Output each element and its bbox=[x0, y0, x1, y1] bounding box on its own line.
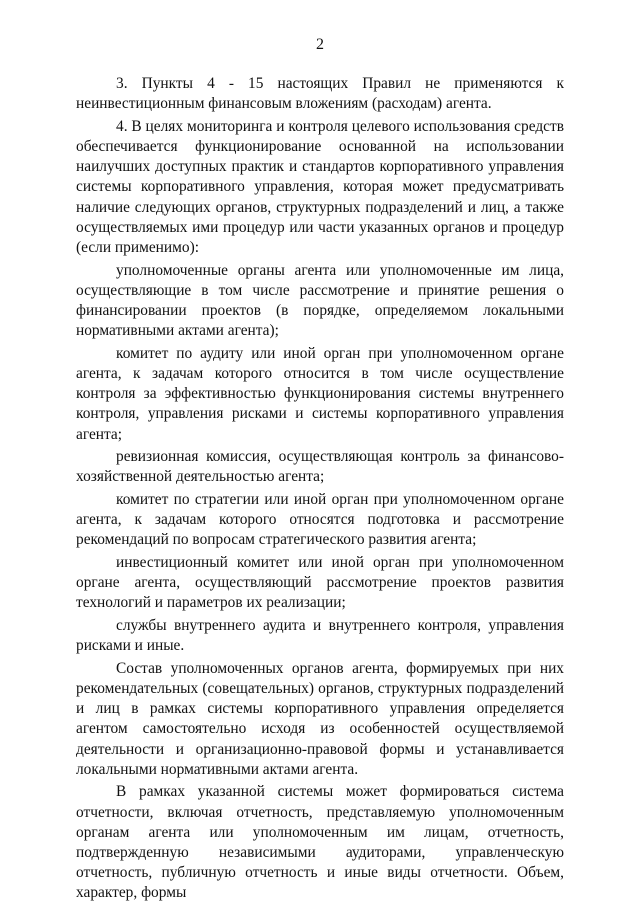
list-item-audit-committee: комитет по аудиту или иной орган при уполномоченном органе агента, к задачам которого относится в том числе осуществление контроля за эффективностью функционирования системы внутреннего контроля, управления рисками и системы корпоративного управления агента; bbox=[76, 344, 564, 443]
page-number: 2 bbox=[316, 36, 324, 53]
paragraph-composition: Состав уполномоченных органов агента, формируемых при них рекомендательных (совещательных) органов, структурных подразделений и лиц в рамках системы корпоративного управления определяется агентом самостоятельно исходя из особенностей осуществляемой деятельности и организационно-правовой формы и устанавливается локальными нормативными актами агента. bbox=[76, 659, 564, 778]
list-item-internal-audit: службы внутреннего аудита и внутреннего контроля, управления рисками и иные. bbox=[76, 617, 564, 655]
paragraph-reporting: В рамках указанной системы может формироваться система отчетности, включая отчетность, представляемую уполномоченным органам агента или уполномоченным им лицам, отчетность, подтвержденную независимыми аудиторами, управленческую отчетность, публичную отчетность и иные виды отчетности. Объем, характер, формы bbox=[76, 783, 564, 902]
paragraph-item-3: 3. Пункты 4 - 15 настоящих Правил не применяются к неинвестиционным финансовым вложениям (расходам) агента. bbox=[76, 75, 564, 113]
list-item-authorized-bodies: уполномоченные органы агента или уполномоченные им лица, осуществляющие в том числе рассмотрение и принятие решения о финансировании проектов (в порядке, определяемом локальными нормативными актами агента); bbox=[76, 261, 564, 340]
paragraph-item-4: 4. В целях мониторинга и контроля целевого использования средств обеспечивается функционирование основанной на использовании наилучших доступных практик и стандартов корпоративного управления системы корпоративного управления, которая может предусматривать наличие следующих органов, структурных подразделений и лиц, а также осуществляемых ими процедур или части указанных органов и процедур (если применимо): bbox=[76, 117, 564, 257]
list-item-strategy-committee: комитет по стратегии или иной орган при уполномоченном органе агента, к задачам которого относятся подготовка и рассмотрение рекомендаций по вопросам стратегического развития агента; bbox=[76, 491, 564, 549]
list-item-investment-committee: инвестиционный комитет или иной орган при уполномоченном органе агента, осуществляющий рассмотрение проектов развития технологий и параметров их реализации; bbox=[76, 554, 564, 612]
list-item-revision-commission: ревизионная комиссия, осуществляющая контроль за финансово-хозяйственной деятельностью агента; bbox=[76, 448, 564, 486]
document-body bbox=[76, 74, 564, 906]
